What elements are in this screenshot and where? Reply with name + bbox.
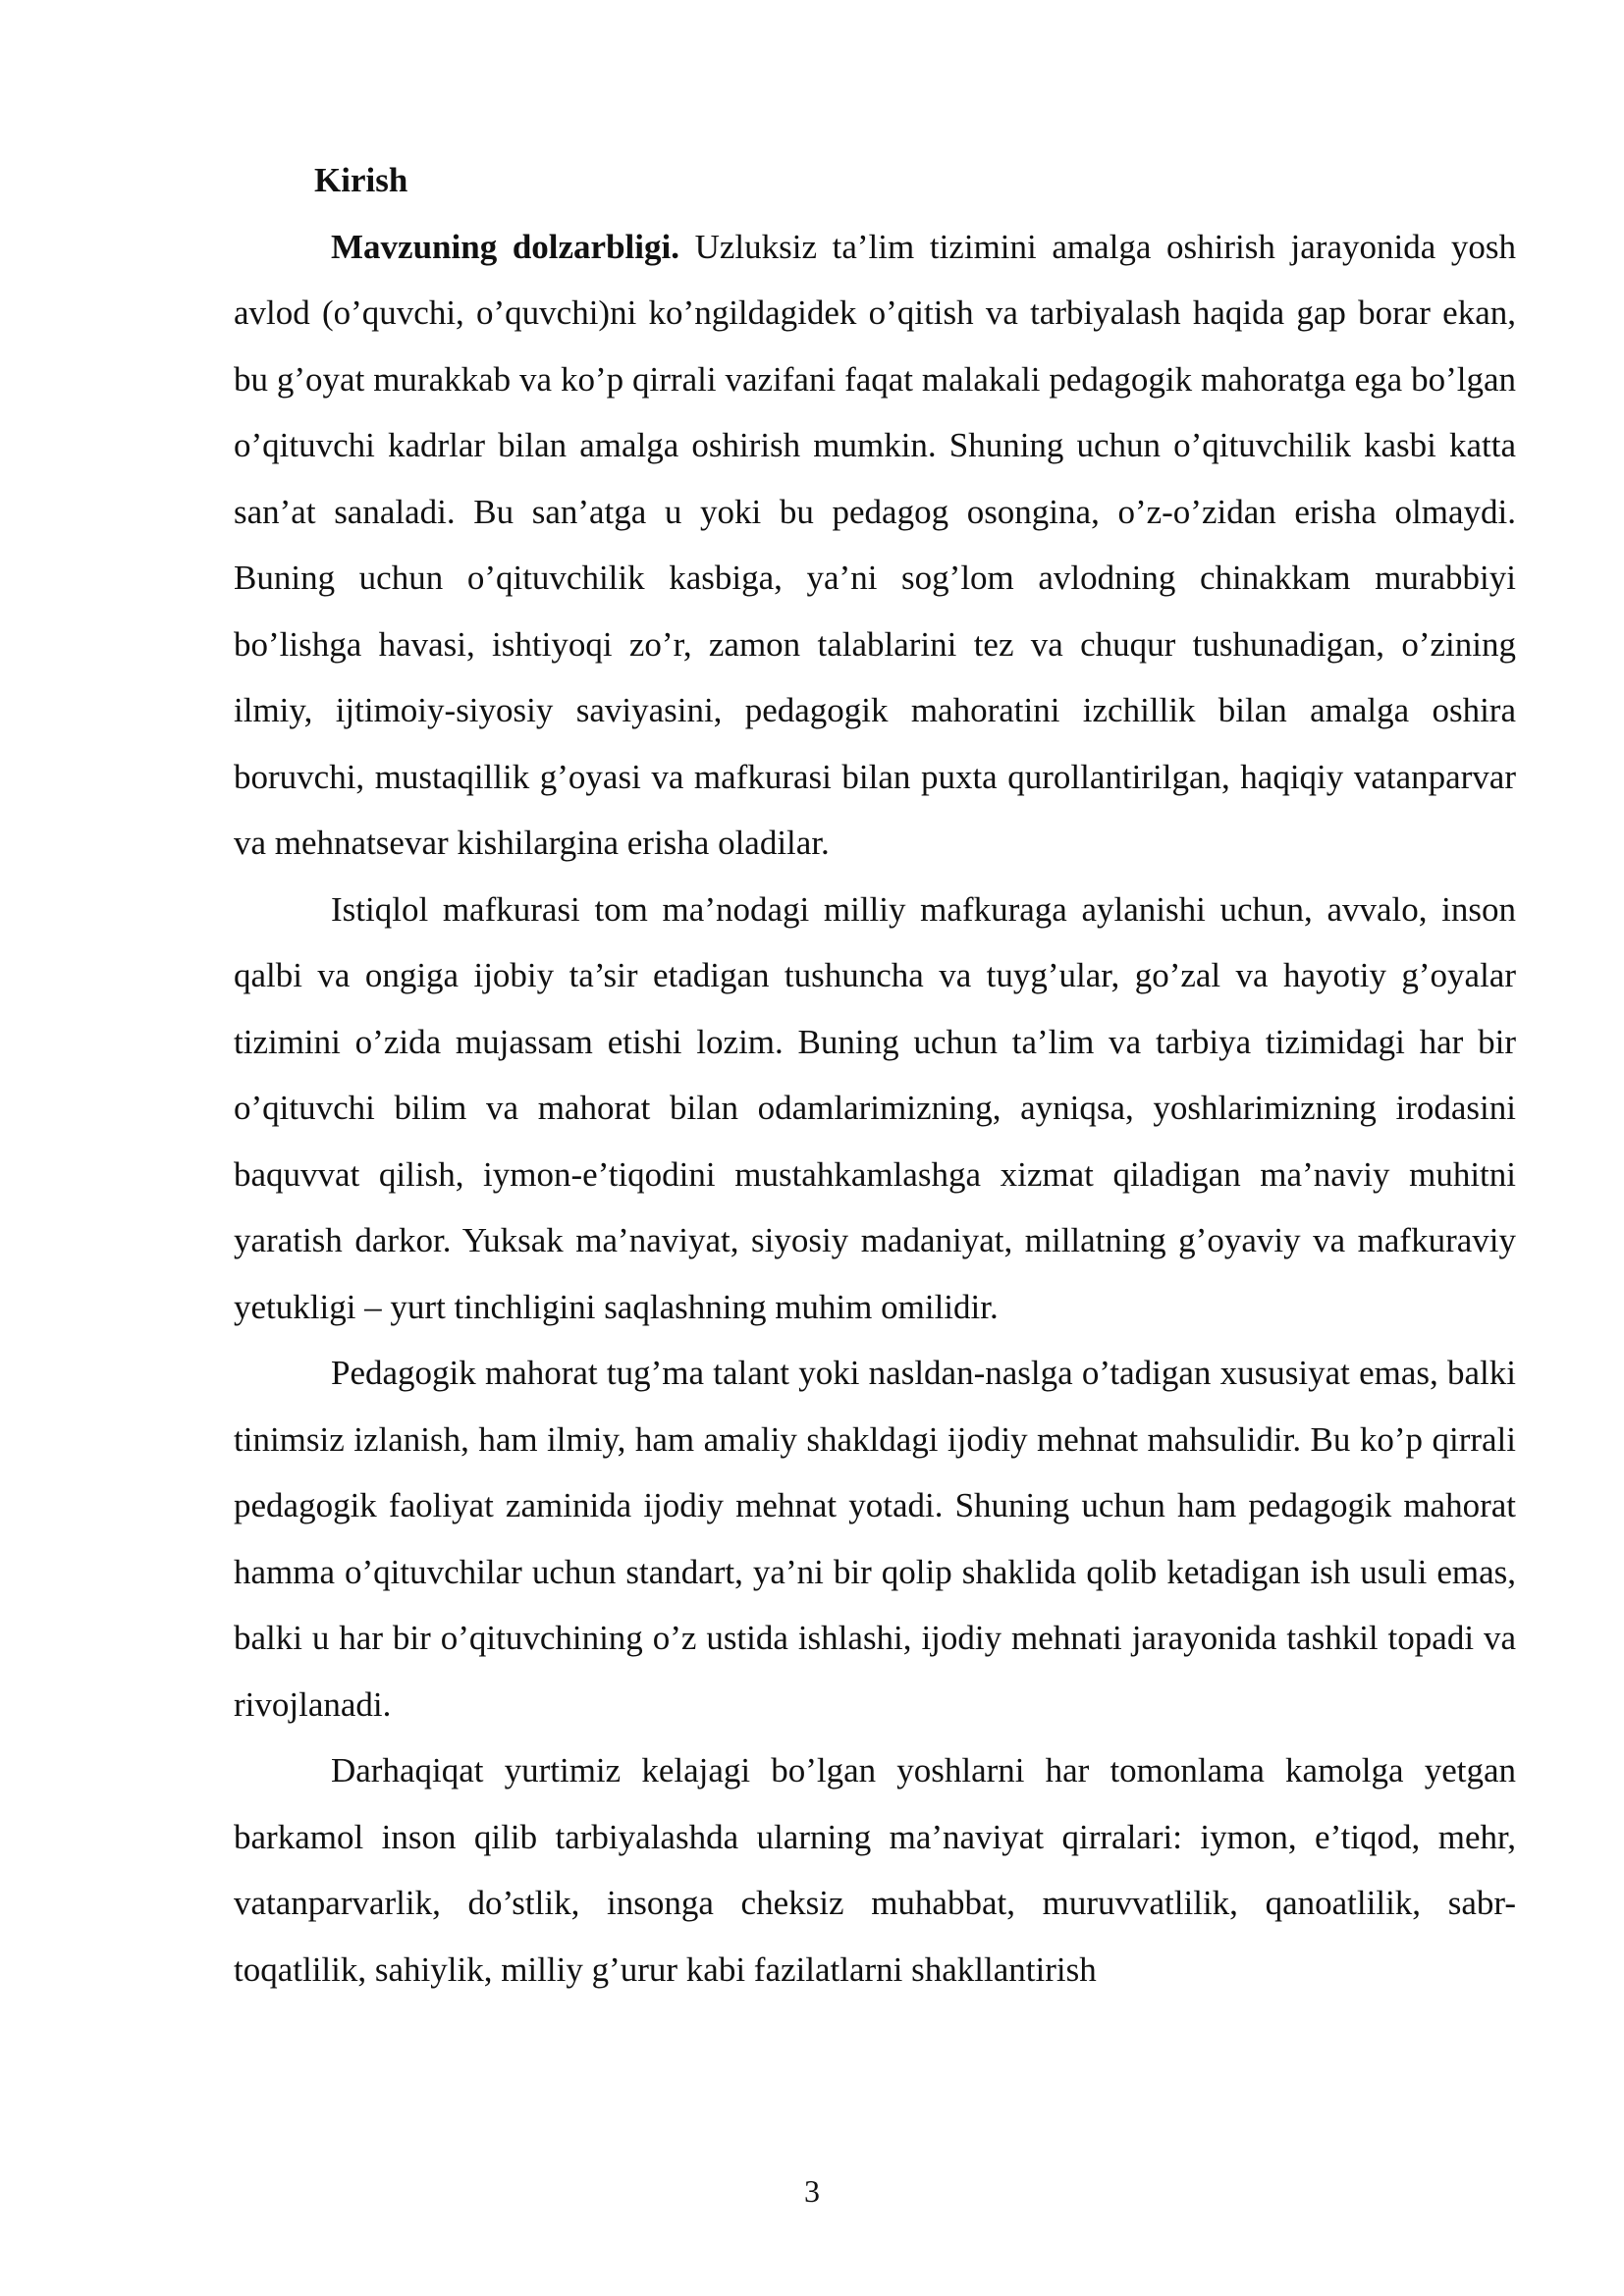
paragraph-ideology: Istiqlol mafkurasi tom ma’nodagi milliy mafkuraga aylanishi uchun, avvalo, inson qalbi va ongiga ijobiy ta’sir etadigan tushuncha va tuyg’ular, go’zal va hayotiy g’oyalar tizimini o’zida mujassam etishi lozim. Buning uchun ta’lim va tarbiya tizimidagi har bir o’qituvchi bilim va mahorat bilan odamlarimizning, ayniqsa, yoshlarimizning irodasini baquvvat qilish, iymon-e’tiqodini mustahkamlashga xizmat qiladigan ma’naviy muhitni yaratish darkor. Yuksak ma’naviyat, siyosiy madaniyat, millatning g’oyaviy va mafkuraviy yetukligi – yurt tinchligini saqlashning muhim omilidir. bbox=[234, 889, 1516, 1326]
paragraph-text: Uzluksiz ta’lim tizimini amalga oshirish jarayonida yosh avlod (o’quvchi, o’quvchi)ni ko’ngildagidek o’qitish va tarbiyalash haqida gap borar ekan, bu g’oyat murakkab va ko’p qirrali vazifani faqat malakali pedagogik mahoratga ega bo’lgan o’qituvchi kadrlar bilan amalga oshirish mumkin. Shuning uchun o’qituvchilik kasbi katta san’at sanaladi. Bu san’atga u yoki bu pedagog osongina, o’z-o’zidan erisha olmaydi. Buning uchun o’qituvchilik kasbiga, ya’ni sog’lom avlodning chinakkam murabbiyi bo’lishga havasi, ishtiyoqi zo’r, zamon talablarini tez va chuqur tushunadigan, o’zining ilmiy, ijtimoiy-siyosiy saviyasini, pedagogik mahoratini izchillik bilan amalga oshira boruvchi, mustaqillik g’oyasi va mafkurasi bilan puxta qurollantirilgan, haqiqiy vatanparvar va mehnatsevar kishilargina erisha oladilar. bbox=[234, 227, 1516, 862]
section-heading: Kirish bbox=[314, 161, 408, 199]
page-number: 3 bbox=[804, 2173, 820, 2209]
paragraph-relevance bbox=[234, 214, 1516, 877]
page-content bbox=[234, 147, 1516, 2002]
paragraph-youth-upbringing: Darhaqiqat yurtimiz kelajagi bo’lgan yoshlarni har tomonlama kamolga yetgan barkamol inson qilib tarbiyalashda ularning ma’naviyat qirralari: iymon, e’tiqod, mehr, vatanparvarlik, do’stlik, insonga cheksiz muhabbat, muruvvatlilik, qanoatlilik, sabr-toqatlilik, sahiylik, milliy g’urur kabi fazilatlarni shakllantirish bbox=[234, 1751, 1516, 1989]
paragraph-pedagogical-skill: Pedagogik mahorat tug’ma talant yoki nasldan-naslga o’tadigan xususiyat emas, balki tinimsiz izlanish, ham ilmiy, ham amaliy shakldagi ijodiy mehnat mahsulidir. Bu ko’p qirrali pedagogik faoliyat zaminida ijodiy mehnat yotadi. Shuning uchun ham pedagogik mahorat hamma o’qituvchilar uchun standart, ya’ni bir qolip shaklida qolib ketadigan ish usuli emas, balki u har bir o’qituvchining o’z ustida ishlashi, ijodiy mehnati jarayonida tashkil topadi va rivojlanadi. bbox=[234, 1354, 1516, 1724]
paragraph-lead: Mavzuning dolzarbligi. bbox=[331, 227, 679, 266]
